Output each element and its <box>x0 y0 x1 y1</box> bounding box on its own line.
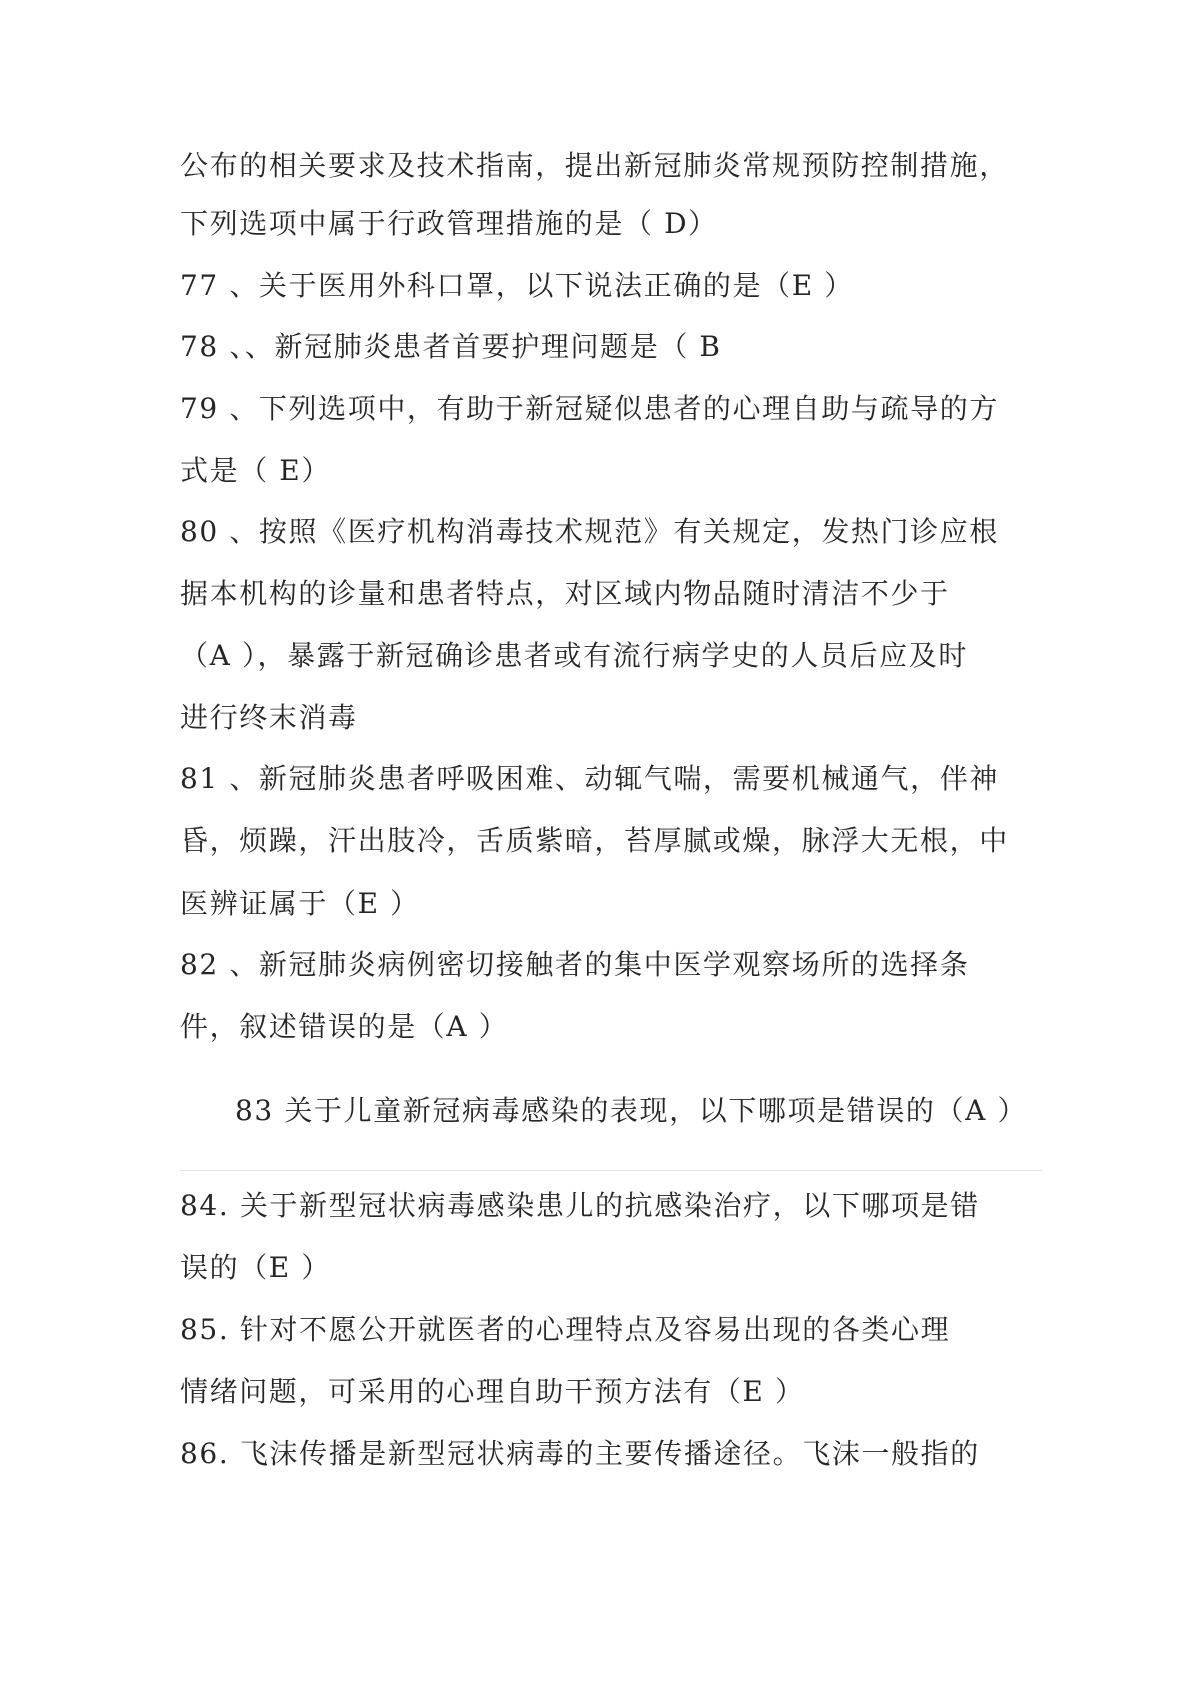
text-line: 83 关于儿童新冠病毒感染的表现，以下哪项是错误的（A ） <box>235 1094 1028 1127</box>
text-line: 公布的相关要求及技术指南，提出新冠肺炎常规预防控制措施， <box>180 149 1009 182</box>
text-line: 情绪问题，可采用的心理自助干预方法有（E ） <box>180 1375 805 1408</box>
text-line: 86. 飞沫传播是新型冠状病毒的主要传播途径。飞沫一般指的 <box>180 1437 980 1470</box>
text-line: 78 、、新冠肺炎患者首要护理问题是（ B <box>180 330 722 363</box>
text-line: 昏，烦躁，汗出肢冷，舌质紫暗，苔厚腻或燥，脉浮大无根，中 <box>180 824 1009 857</box>
text-line: 式是（ E） <box>180 454 331 487</box>
section-divider <box>180 1170 1042 1171</box>
text-line: 件，叙述错误的是（A ） <box>180 1010 509 1043</box>
text-line: 80 、按照《医疗机构消毒技术规范》有关规定，发热门诊应根 <box>180 515 999 548</box>
text-line: 85. 针对不愿公开就医者的心理特点及容易出现的各类心理 <box>180 1313 951 1346</box>
text-line: 82 、新冠肺炎病例密切接触者的集中医学观察场所的选择条 <box>180 948 970 981</box>
text-line: 据本机构的诊量和患者特点，对区域内物品随时清洁不少于 <box>180 577 950 610</box>
text-line: 下列选项中属于行政管理措施的是（ D） <box>180 207 718 240</box>
text-line: 误的（E ） <box>180 1251 331 1284</box>
text-line: 进行终末消毒 <box>180 701 358 734</box>
text-line: 84. 关于新型冠状病毒感染患儿的抗感染治疗，以下哪项是错 <box>180 1189 980 1222</box>
text-line: （A ），暴露于新冠确诊患者或有流行病学史的人员后应及时 <box>180 639 968 672</box>
text-line: 81 、新冠肺炎患者呼吸困难、动辄气喘，需要机械通气，伴神 <box>180 762 999 795</box>
text-line: 医辨证属于（E ） <box>180 887 420 920</box>
text-line: 79 、下列选项中，有助于新冠疑似患者的心理自助与疏导的方 <box>180 392 999 425</box>
text-line: 77 、关于医用外科口罩，以下说法正确的是（E ） <box>180 269 854 302</box>
